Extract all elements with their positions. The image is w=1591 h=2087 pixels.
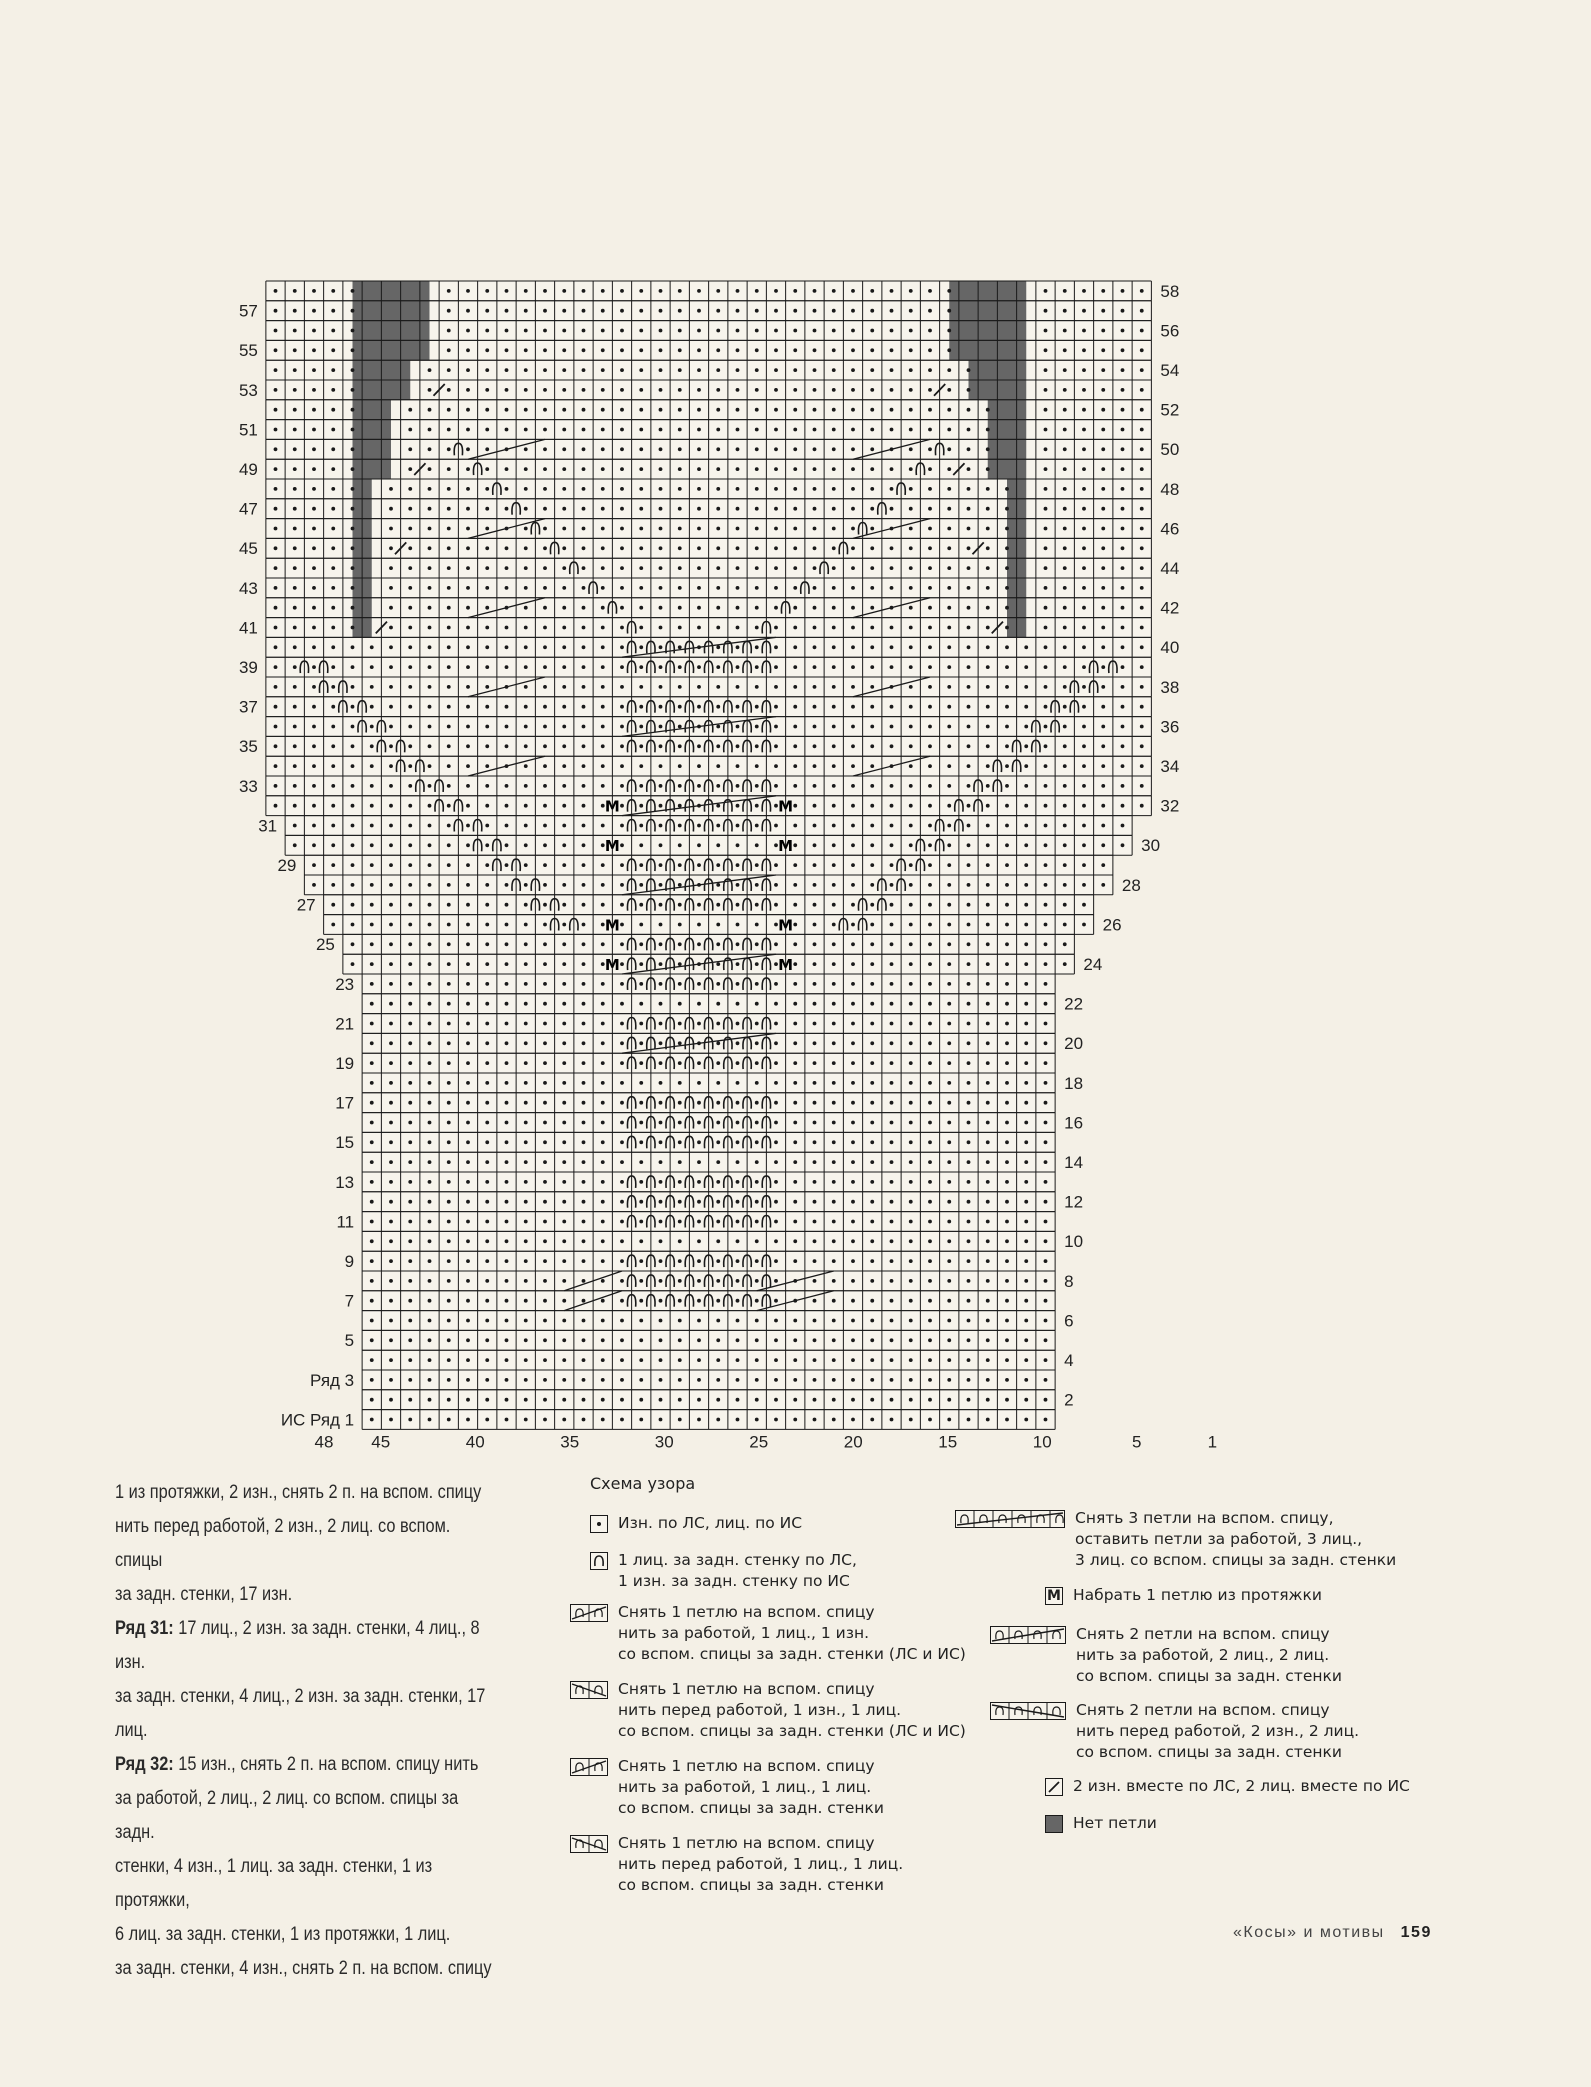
row-label-left: 57 (238, 301, 258, 321)
row-label-right: 30 (1141, 836, 1161, 856)
legend-text-line: нить перед работой, 1 лиц., 1 лиц. (618, 1855, 904, 1873)
cross-left-icon (570, 1835, 608, 1858)
legend-item-text (1076, 1624, 1342, 1687)
legend-text-line: Снять 1 петлю на вспом. спицу (618, 1757, 875, 1775)
legend-item-cross-2-2-left (990, 1700, 1359, 1763)
row-label-right: 34 (1160, 757, 1180, 776)
instruction-line: 1 из протяжки, 2 изн., снять 2 п. на вспом. спицу (115, 1482, 482, 1503)
legend-item-text (618, 1833, 903, 1896)
row-label-left: 31 (258, 816, 278, 836)
row-label-left: Ряд 3 (310, 1370, 355, 1390)
make-one-icon (1045, 1587, 1063, 1610)
row-label-right: 20 (1064, 1034, 1084, 1054)
row-label-right: 22 (1064, 994, 1084, 1014)
row-label-left: 29 (277, 856, 297, 875)
legend-text-line: оставить петли за работой, 3 лиц., (1075, 1530, 1363, 1548)
legend-item-text (618, 1550, 857, 1592)
column-label: 1 (1207, 1432, 1218, 1452)
row31-line-a (115, 1612, 493, 1680)
instruction-line: нить перед работой, 2 изн., 2 лиц. со вспом. спицы (115, 1516, 451, 1571)
legend-text-line: 3 лиц. со вспом. спицы за задн. стенки (1075, 1551, 1397, 1569)
row-label-right: 42 (1160, 598, 1180, 618)
row-label-left: ИС Ряд 1 (280, 1410, 355, 1430)
make-one-glyph: M (604, 837, 620, 856)
decrease-icon (1045, 1778, 1063, 1801)
row-label-left: 39 (238, 658, 258, 677)
make-one-glyph: M (778, 837, 794, 856)
legend-text-line: со вспом. спицы за задн. стенки (618, 1799, 884, 1817)
legend-item-text (618, 1679, 966, 1742)
row-label-left: 45 (238, 539, 258, 559)
column-label: 25 (749, 1432, 769, 1452)
cross-right-purl-icon (570, 1604, 608, 1627)
legend-text-line: нить за работой, 1 лиц., 1 изн. (618, 1624, 870, 1642)
legend-item-text (618, 1513, 802, 1534)
legend-text-line: Снять 3 петли на вспом. спицу, (1075, 1509, 1334, 1527)
legend-item-cross-left (570, 1833, 903, 1896)
twist-icon (590, 1552, 608, 1575)
row-label-left: 55 (238, 341, 258, 361)
make-one-glyph: M (778, 916, 794, 935)
column-label: 30 (654, 1432, 674, 1452)
make-one-glyph: M (604, 916, 620, 935)
row-label-right: 56 (1160, 321, 1180, 341)
row31-label: Ряд 31: (115, 1618, 174, 1639)
row-label-right: 12 (1064, 1192, 1084, 1212)
row32-text-a: 15 изн., снять 2 п. на вспом. спицу нить (173, 1754, 479, 1775)
column-label: 45 (371, 1432, 391, 1452)
row32-label: Ряд 32: (115, 1754, 174, 1775)
legend-item-text (1073, 1585, 1322, 1606)
row-label-right: 36 (1160, 717, 1180, 737)
row-label-right: 32 (1160, 796, 1180, 816)
legend-text-line: Нет петли (1073, 1814, 1157, 1832)
legend-item-cross-right-purl (570, 1602, 966, 1665)
row-label-right: 48 (1160, 479, 1180, 499)
row31-line-b: за задн. стенки, 4 лиц., 2 изн. за задн. стенки, 17 лиц. (115, 1686, 486, 1741)
make-one-glyph-label: M (1047, 1588, 1061, 1604)
legend-text-line: 2 изн. вместе по ЛС, 2 лиц. вместе по ИС (1073, 1777, 1410, 1795)
row-label-left: 49 (238, 460, 258, 479)
row-label-left: 37 (238, 697, 258, 717)
legend-text-line: Снять 1 петлю на вспом. спицу (618, 1603, 875, 1621)
row-label-left: 27 (296, 895, 316, 915)
row-label-left: 33 (238, 776, 258, 796)
legend-item-text (1073, 1813, 1157, 1834)
legend-item-no-stitch (1045, 1813, 1157, 1838)
row-label-left: 53 (238, 380, 258, 400)
row-label-right: 52 (1160, 400, 1180, 420)
legend-text-line: со вспом. спицы за задн. стенки (1076, 1667, 1342, 1685)
legend-item-dot (590, 1513, 802, 1538)
legend-item-text (618, 1602, 966, 1665)
row-label-right: 28 (1121, 875, 1141, 895)
row-label-right: 40 (1160, 638, 1180, 658)
make-one-glyph: M (778, 797, 794, 816)
row-label-left: 19 (335, 1054, 355, 1073)
legend-text-line: Снять 1 петлю на вспом. спицу (618, 1834, 875, 1852)
cross-2-2-left-icon (990, 1702, 1066, 1725)
row-label-right: 44 (1160, 559, 1180, 578)
column-label: 10 (1032, 1432, 1052, 1452)
row-label-left: 23 (335, 974, 355, 994)
cross-left-purl-icon (570, 1681, 608, 1704)
legend-text-line: со вспом. спицы за задн. стенки (ЛС и ИС) (618, 1645, 966, 1663)
legend-text-line: со вспом. спицы за задн. стенки (1076, 1743, 1342, 1761)
row-label-right: 6 (1064, 1311, 1074, 1331)
row32-line-a (115, 1748, 493, 1782)
cross-2-2-right-icon (990, 1626, 1066, 1649)
row-label-right: 14 (1064, 1153, 1084, 1172)
row-label-right: 58 (1160, 281, 1180, 301)
instructions-text (115, 1476, 493, 1986)
row-label-right: 26 (1102, 915, 1122, 935)
legend-item-text (1073, 1776, 1410, 1797)
dot-icon (590, 1515, 608, 1538)
row-label-left: 41 (238, 618, 258, 638)
legend-title: Схема узора (590, 1474, 696, 1493)
row-label-right: 4 (1064, 1351, 1074, 1370)
cross-3-3-icon (955, 1510, 1065, 1533)
row-label-right: 2 (1064, 1390, 1074, 1410)
legend-text-line: нить перед работой, 1 изн., 1 лиц. (618, 1701, 902, 1719)
row-label-left: 5 (344, 1331, 355, 1351)
row-label-left: 17 (335, 1093, 355, 1113)
legend-item-cross-left-purl (570, 1679, 966, 1742)
footer-title: «Косы» и мотивы (1233, 1924, 1385, 1941)
instruction-line: за задн. стенки, 17 изн. (115, 1584, 293, 1605)
make-one-glyph: M (778, 956, 794, 974)
cross-right-icon (570, 1758, 608, 1781)
row-label-right: 8 (1064, 1271, 1074, 1291)
row-label-left: 11 (336, 1212, 355, 1232)
legend-item-twist (590, 1550, 857, 1592)
row32-line: за работой, 2 лиц., 2 лиц. со вспом. спицы за задн. (115, 1788, 459, 1843)
row-label-left: 35 (238, 737, 258, 757)
column-label: 48 (314, 1432, 334, 1452)
legend-text-line: Набрать 1 петлю из протяжки (1073, 1586, 1322, 1604)
row-label-left: 13 (335, 1172, 355, 1192)
legend-item-decrease (1045, 1776, 1410, 1801)
row-label-right: 24 (1083, 955, 1103, 974)
legend-item-cross-right (570, 1756, 884, 1819)
row-label-left: 9 (344, 1252, 355, 1271)
legend-item-make-one (1045, 1585, 1322, 1610)
row-label-left: 25 (315, 935, 335, 955)
legend-item-text (1075, 1508, 1396, 1571)
legend-text-line: нить за работой, 1 лиц., 1 лиц. (618, 1778, 872, 1796)
column-label: 5 (1131, 1432, 1142, 1452)
column-label: 20 (843, 1432, 863, 1452)
no-stitch-icon (1045, 1815, 1063, 1838)
row-label-left: 15 (335, 1133, 355, 1153)
row-label-left: 43 (238, 578, 258, 598)
row-label-right: 18 (1064, 1073, 1084, 1093)
legend-text-line: со вспом. спицы за задн. стенки (618, 1876, 884, 1894)
legend-item-cross-2-2-right (990, 1624, 1342, 1687)
row32-line: за задн. стенки, 4 изн., снять 2 п. на вспом. спицу (115, 1958, 492, 1979)
row-label-left: 21 (335, 1014, 355, 1034)
legend-text-line: 1 изн. за задн. стенку по ИС (618, 1572, 850, 1590)
legend-item-text (618, 1756, 884, 1819)
row-label-right: 16 (1064, 1113, 1084, 1133)
legend-text-line: нить за работой, 2 лиц., 2 лиц. (1076, 1646, 1330, 1664)
make-one-glyph: M (604, 797, 620, 816)
row-label-left: 47 (238, 499, 258, 519)
column-label: 15 (938, 1432, 958, 1452)
row-label-left: 51 (238, 420, 258, 440)
row-label-right: 10 (1064, 1232, 1084, 1252)
row31-text-a: 17 лиц., 2 изн. за задн. стенки, 4 лиц., 8 изн. (115, 1618, 480, 1673)
row-label-right: 50 (1160, 440, 1180, 460)
legend-text-line: Снять 2 петли на вспом. спицу (1076, 1701, 1330, 1719)
legend-text-line: Изн. по ЛС, лиц. по ИС (618, 1514, 803, 1532)
page-footer (1233, 1924, 1432, 1942)
legend-text-line: Снять 2 петли на вспом. спицу (1076, 1625, 1330, 1643)
row32-line: 6 лиц. за задн. стенки, 1 из протяжки, 1 лиц. (115, 1924, 451, 1945)
row-label-right: 38 (1160, 677, 1180, 697)
column-label: 35 (560, 1432, 580, 1452)
legend-text-line: нить перед работой, 2 изн., 2 лиц. (1076, 1722, 1360, 1740)
legend-text-line: со вспом. спицы за задн. стенки (ЛС и ИС) (618, 1722, 966, 1740)
column-label: 40 (465, 1432, 485, 1452)
page-number: 159 (1400, 1924, 1432, 1941)
legend-item-text (1076, 1700, 1359, 1763)
make-one-glyph: M (604, 956, 620, 974)
row-label-left: 7 (344, 1291, 355, 1311)
row-label-right: 54 (1160, 361, 1180, 380)
legend-item-cross-3-3 (955, 1508, 1396, 1571)
row32-line: стенки, 4 изн., 1 лиц. за задн. стенки, 1 из протяжки, (115, 1856, 433, 1911)
row-label-right: 46 (1160, 519, 1180, 539)
legend-text-line: 1 лиц. за задн. стенку по ЛС, (618, 1551, 857, 1569)
legend-text-line: Снять 1 петлю на вспом. спицу (618, 1680, 875, 1698)
